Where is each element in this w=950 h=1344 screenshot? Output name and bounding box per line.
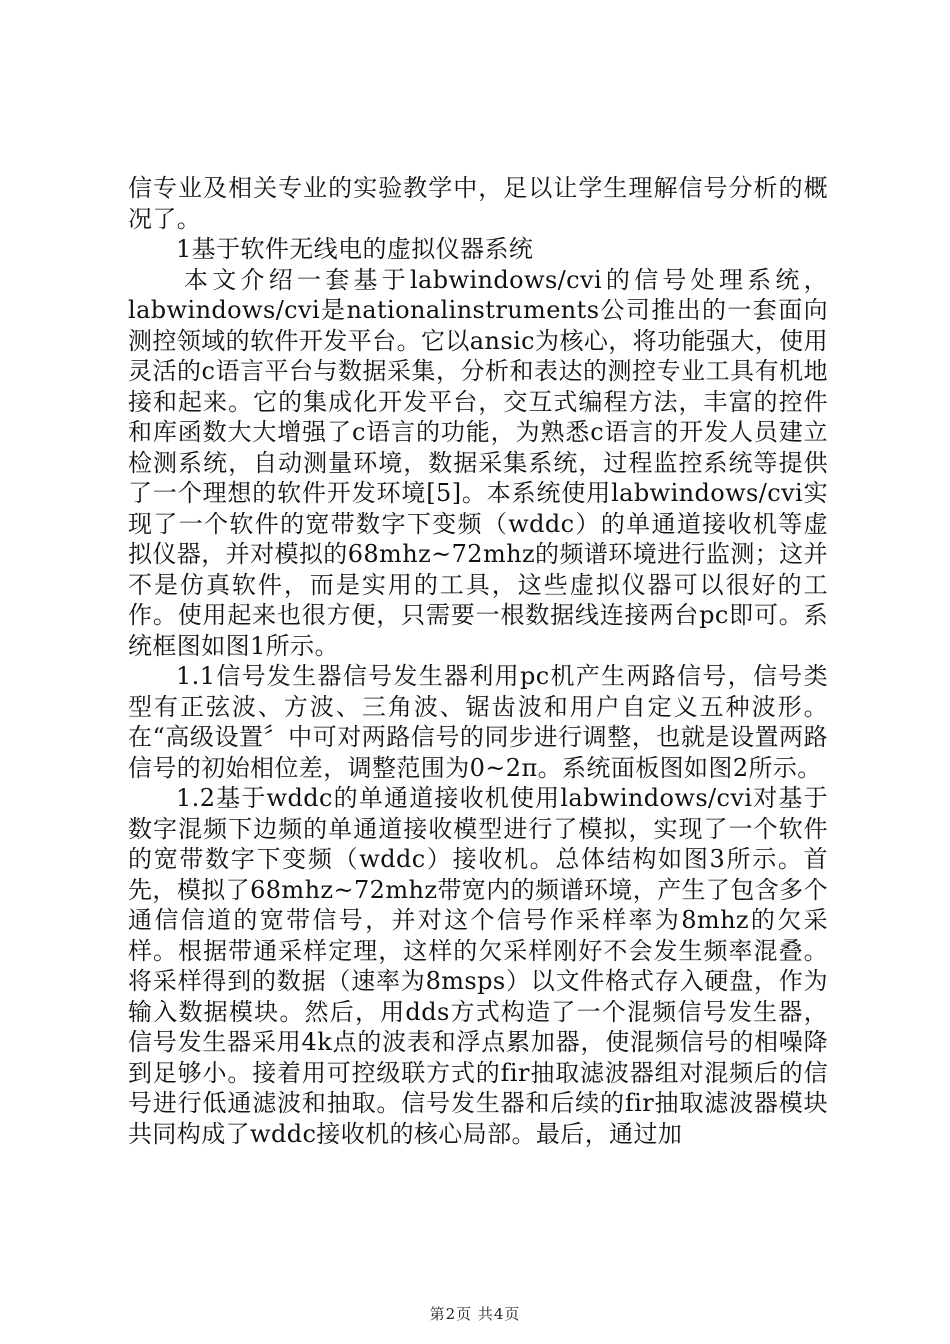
paragraph-wddc-receiver: 1.2基于wddc的单通道接收机使用labwindows/cvi对基于数字混频下边频的单通道接收模型进行了模拟，实现了一个软件的宽带数字下变频（wddc）接收机。总体结构如图3所示。首先，模拟了68mhz~72mhz带宽内的频谱环境，产生了包含多个通信信道的宽带信号，并对这个信号作采样率为8mhz的欠采样。根据带通采样定理，这样的欠采样刚好不会发生频率混叠。将采样得到的数据（速率为8msps）以文件格式存入硬盘，作为输入数据模块。然后，用dds方式构造了一个混频信号发生器，信号发生器采用4k点的波表和浮点累加器，使混频信号的相噪降到足够小。接着用可控级联方式的fir抽取滤波器组对混频后的信号进行低通滤波和抽取。信号发生器和后续的fir抽取滤波器模块共同构成了wddc接收机的核心局部。最后，通过加 (128, 784, 828, 1148)
document-body (128, 173, 828, 1149)
paragraph-signal-generator: 1.1信号发生器信号发生器利用pc机产生两路信号，信号类型有正弦波、方波、三角波、锯齿波和用户自定义五种波形。在“高级设置〞中可对两路信号的同步进行调整，也就是设置两路信号的初始相位差，调整范围为0~2π。系统面板图如图2所示。 (128, 662, 828, 782)
paragraph-intro: 本文介绍一套基于labwindows/cvi的信号处理系统，labwindows/cvi是nationalinstruments公司推出的一套面向测控领域的软件开发平台。它以ansic为核心，将功能强大，使用灵活的c语言平台与数据采集，分析和表达的测控专业工具有机地接和起来。它的集成化开发平台，交互式编程方法，丰富的控件和库函数大大增强了c语言的功能，为熟悉c语言的开发人员建立检测系统，自动测量环境，数据采集系统，过程监控系统等提供了一个理想的软件开发环境[5]。本系统使用labwindows/cvi实现了一个软件的宽带数字下变频（wddc）的单通道接收机等虚拟仪器，并对模拟的68mhz~72mhz的频谱环境进行监测；这并不是仿真软件，而是实用的工具，这些虚拟仪器可以很好的工作。使用起来也很方便，只需要一根数据线连接两台pc即可。系统框图如图1所示。 (128, 265, 828, 660)
page-footer: 第2页 共4页 (429, 1305, 521, 1323)
section-heading: 1基于软件无线电的虚拟仪器系统 (176, 235, 534, 263)
paragraph-continuation: 信专业及相关专业的实验教学中，足以让学生理解信号分析的概况了。 (128, 174, 828, 233)
